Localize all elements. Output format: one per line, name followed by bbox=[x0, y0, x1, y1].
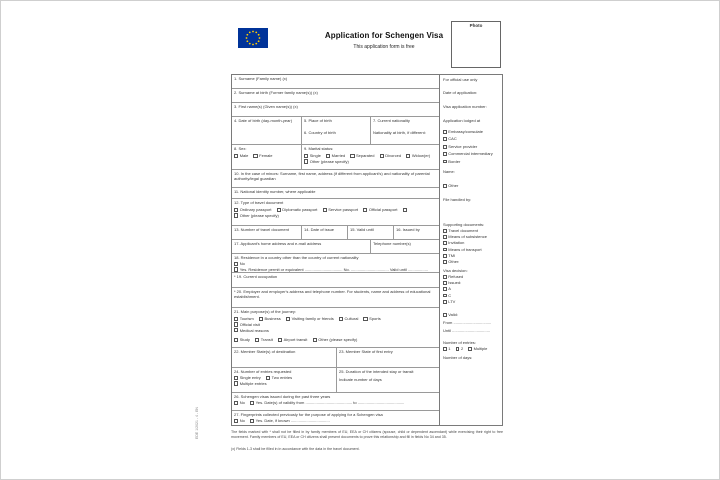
field-date-of-issue bbox=[301, 226, 347, 239]
option-label: Refused bbox=[448, 275, 464, 279]
opt-lodged-other[interactable] bbox=[443, 184, 500, 189]
field-label: 4. Date of birth (day-month-year) bbox=[234, 118, 293, 123]
option-label: Cultural bbox=[344, 316, 359, 321]
option-label: 2 bbox=[460, 346, 464, 351]
option-label: Yes. Residence permit or equivalent .................................. No. .................................. Valid until .................. bbox=[239, 266, 428, 272]
field-label: Nationality at birth, if different: bbox=[373, 130, 426, 135]
option-label: Issued: bbox=[448, 281, 462, 286]
official-from-label: From .................................. bbox=[443, 320, 492, 325]
opt-sports[interactable] bbox=[363, 316, 380, 322]
field-label: Telephone number(s) bbox=[373, 241, 411, 246]
field-previous-visas bbox=[232, 393, 439, 411]
field-label: 18. Residence in a country other than the country of current nationality bbox=[234, 255, 359, 260]
option-label: Travel document bbox=[448, 229, 478, 233]
photo-box bbox=[451, 21, 501, 68]
opt-visa-a[interactable] bbox=[443, 287, 500, 292]
option-label: Transit bbox=[260, 337, 273, 343]
checkbox-icon[interactable] bbox=[443, 313, 447, 317]
checkbox-icon[interactable] bbox=[278, 338, 282, 342]
field-member-state-destination bbox=[232, 348, 336, 367]
opt-residence-yes[interactable] bbox=[234, 267, 428, 273]
opt-border[interactable] bbox=[443, 160, 500, 165]
option-label: Separated bbox=[356, 153, 375, 158]
official-date-label: Date of application: bbox=[443, 90, 478, 95]
option-label: Airport transit bbox=[283, 337, 308, 343]
form-code-vertical: EDE 1/2021 - 4 - EN bbox=[195, 407, 199, 439]
checkbox-icon[interactable] bbox=[363, 317, 367, 321]
option-label: Yes. Date, if known ................................... bbox=[255, 418, 330, 423]
official-decision-options bbox=[443, 275, 500, 306]
checkbox-icon[interactable] bbox=[250, 401, 254, 405]
option-label: Tourism bbox=[239, 316, 254, 321]
field-home-address bbox=[232, 240, 370, 253]
field-label: 3. First name(s) (Given name(s)) (x) bbox=[234, 104, 298, 109]
checkbox-icon[interactable] bbox=[234, 262, 238, 266]
opt-business[interactable] bbox=[259, 316, 281, 322]
field-label: 11. National identity number, where applicable bbox=[234, 189, 316, 194]
field-label: 1. Surname (Family name) (x) bbox=[234, 76, 288, 81]
checkbox-icon[interactable] bbox=[443, 241, 447, 245]
checkbox-icon[interactable] bbox=[259, 317, 263, 321]
field-label: 17. Applicant's home address and e-mail address bbox=[234, 241, 322, 246]
option-label: Valid: bbox=[448, 312, 459, 317]
opt-purpose-other[interactable] bbox=[313, 337, 358, 343]
option-label: 1 bbox=[448, 346, 451, 351]
field-telephone bbox=[370, 240, 439, 253]
opt-tmi[interactable] bbox=[443, 254, 500, 259]
opt-entries-1[interactable] bbox=[443, 347, 451, 352]
checkbox-icon[interactable] bbox=[234, 401, 238, 405]
checkbox-icon[interactable] bbox=[234, 154, 238, 158]
option-label: Embassy/consulate bbox=[448, 130, 483, 134]
opt-visa-c[interactable] bbox=[443, 294, 500, 299]
opt-divorced[interactable] bbox=[380, 153, 401, 159]
option-label: Other (please specify) bbox=[239, 212, 279, 218]
opt-visas-yes[interactable] bbox=[250, 400, 404, 406]
opt-diplomatic-passport[interactable] bbox=[277, 207, 318, 213]
page-subtitle: This application form is free bbox=[353, 44, 415, 50]
option-label: TMI bbox=[448, 253, 456, 258]
opt-separated[interactable] bbox=[350, 153, 374, 159]
field-label: * 19. Current occupation bbox=[234, 274, 278, 279]
official-name-label: Name: bbox=[443, 169, 455, 174]
option-label: Yes. Date(s) of validity from .......................................... to .......................................... bbox=[255, 400, 405, 405]
eu-flag-icon bbox=[238, 28, 268, 48]
option-label: Diplomatic passport bbox=[282, 207, 318, 212]
opt-female[interactable] bbox=[253, 153, 272, 159]
checkbox-icon[interactable] bbox=[234, 322, 238, 326]
opt-cultural[interactable] bbox=[339, 316, 358, 322]
opt-supporting-other[interactable] bbox=[443, 260, 500, 265]
checkbox-icon[interactable] bbox=[443, 184, 447, 188]
official-lodged-options bbox=[443, 130, 500, 167]
official-supporting-options bbox=[443, 229, 500, 266]
field-sex-marital-row bbox=[232, 145, 439, 170]
option-label: Multiple entries bbox=[239, 380, 267, 386]
field-label: 12. Type of travel document bbox=[234, 200, 284, 205]
field-label: 21. Main purpose(s) of the journey: bbox=[234, 309, 297, 314]
field-residence-other-country bbox=[232, 254, 439, 273]
option-label: LTV bbox=[448, 299, 456, 304]
field-sex bbox=[232, 145, 301, 169]
checkbox-icon[interactable] bbox=[443, 130, 447, 134]
checkbox-icon[interactable] bbox=[443, 294, 447, 298]
opt-travel-document[interactable] bbox=[443, 229, 500, 234]
field-label: 16. Issued by bbox=[396, 227, 420, 232]
option-label: Border bbox=[448, 159, 461, 164]
opt-entries-2[interactable] bbox=[456, 347, 464, 352]
option-label: Means of subsistence bbox=[448, 235, 487, 240]
option-label: Female bbox=[259, 153, 273, 158]
checkbox-icon[interactable] bbox=[443, 260, 447, 264]
checkbox-icon[interactable] bbox=[277, 208, 281, 212]
option-label: Other bbox=[448, 183, 459, 188]
field-birth-row bbox=[232, 117, 439, 145]
option-label: Visiting family or friends bbox=[291, 316, 334, 321]
checkbox-icon[interactable] bbox=[363, 208, 367, 212]
opt-cac[interactable] bbox=[443, 137, 500, 142]
option-label: Other (please specify) bbox=[309, 158, 349, 164]
field-label: 7. Current nationality bbox=[373, 118, 410, 123]
option-label: Means of transport bbox=[448, 247, 482, 252]
opt-embassy-consulate[interactable] bbox=[443, 130, 500, 135]
option-label: Service provider bbox=[448, 144, 478, 149]
opt-male[interactable] bbox=[234, 153, 248, 159]
field-stay-duration bbox=[336, 368, 439, 392]
option-label: Other: bbox=[448, 259, 460, 264]
opt-two-entries[interactable] bbox=[266, 375, 292, 381]
opt-fingerprints-no[interactable] bbox=[234, 418, 245, 424]
opt-means-of-subsistence[interactable] bbox=[443, 235, 500, 240]
checkbox-icon[interactable] bbox=[326, 154, 330, 158]
field-label: * 20. Employer and employer's address and telephone number. For students, name and address of educational establishment. bbox=[234, 289, 431, 299]
opt-document-other[interactable] bbox=[234, 213, 279, 219]
option-label: Commercial intermediary bbox=[448, 152, 493, 157]
field-label: 15. Valid until bbox=[350, 227, 374, 232]
opt-official-passport[interactable] bbox=[363, 207, 397, 213]
field-issued-by bbox=[393, 226, 439, 239]
option-label: Sports bbox=[369, 316, 381, 321]
checkbox-icon[interactable] bbox=[234, 419, 238, 423]
checkbox-icon[interactable] bbox=[266, 376, 270, 380]
field-label: 24. Number of entries requested bbox=[234, 369, 292, 374]
official-days-label: Number of days: bbox=[443, 355, 473, 360]
official-supporting-label: Supporting documents: bbox=[443, 222, 485, 227]
official-use-column bbox=[439, 75, 502, 425]
checkbox-icon[interactable] bbox=[403, 208, 407, 212]
field-valid-until bbox=[347, 226, 393, 239]
field-document-number bbox=[232, 226, 301, 239]
checkbox-icon[interactable] bbox=[443, 145, 447, 149]
field-national-id bbox=[232, 188, 439, 199]
field-label: 2. Surname at birth (Former family name(s)) (x) bbox=[234, 90, 318, 95]
checkbox-icon[interactable] bbox=[443, 275, 447, 279]
option-label: No bbox=[239, 400, 245, 405]
field-label: 23. Member State of first entry bbox=[339, 349, 393, 354]
checkbox-icon[interactable] bbox=[234, 381, 238, 385]
field-member-state-first-entry bbox=[336, 348, 439, 367]
option-label: Ordinary passport bbox=[239, 207, 272, 212]
field-journey-purpose bbox=[232, 308, 439, 348]
official-heading: For official use only bbox=[443, 77, 478, 82]
opt-fingerprints-yes[interactable] bbox=[250, 418, 330, 424]
option-label: No bbox=[239, 261, 245, 266]
opt-special-passport[interactable] bbox=[403, 207, 409, 213]
checkbox-icon[interactable] bbox=[443, 235, 447, 239]
opt-entries-multiple[interactable] bbox=[468, 347, 487, 352]
checkbox-icon[interactable] bbox=[443, 300, 447, 304]
official-file-label: File handled by: bbox=[443, 197, 472, 202]
checkbox-icon[interactable] bbox=[443, 254, 447, 258]
checkbox-icon[interactable] bbox=[234, 376, 238, 380]
checkbox-icon[interactable] bbox=[234, 267, 238, 271]
checkbox-icon[interactable] bbox=[406, 154, 410, 158]
field-address-row bbox=[232, 240, 439, 254]
checkbox-icon[interactable] bbox=[234, 208, 238, 212]
field-label: 22. Member State(s) of destination bbox=[234, 349, 296, 354]
checkbox-icon[interactable] bbox=[443, 152, 447, 156]
field-label: 13. Number of travel document bbox=[234, 227, 289, 232]
footnote-x: (x) Fields 1-3 shall be filled in in accordance with the data in the travel document. bbox=[231, 447, 360, 451]
option-label: Two entries bbox=[271, 375, 293, 380]
page-title: Application for Schengen Visa bbox=[324, 31, 444, 40]
checkbox-icon[interactable] bbox=[443, 287, 447, 291]
opt-service-passport[interactable] bbox=[323, 207, 358, 213]
field-date-of-birth bbox=[232, 117, 301, 144]
option-label: Single bbox=[309, 153, 321, 158]
option-label: Widow(er) bbox=[411, 153, 431, 158]
checkbox-icon[interactable] bbox=[304, 159, 308, 163]
official-decision-label: Visa decision: bbox=[443, 268, 468, 273]
checkbox-icon[interactable] bbox=[255, 338, 259, 342]
field-label: 10. In the case of minors: Surname, first name, address (if different from applicant's) and nationality of parental authority/legal guardian bbox=[234, 171, 430, 181]
checkbox-icon[interactable] bbox=[250, 419, 254, 423]
field-destination-row bbox=[232, 348, 439, 368]
checkbox-icon[interactable] bbox=[443, 248, 447, 252]
option-label: Official visit bbox=[239, 321, 260, 327]
option-label: A bbox=[448, 287, 451, 292]
field-employer bbox=[232, 288, 439, 308]
field-label: 25. Duration of the intended stay or transit bbox=[339, 369, 414, 374]
checkbox-icon[interactable] bbox=[380, 154, 384, 158]
checkbox-icon[interactable] bbox=[304, 154, 308, 158]
option-label: Multiple bbox=[473, 346, 488, 351]
field-minors bbox=[232, 170, 439, 188]
opt-marital-other[interactable] bbox=[304, 159, 349, 165]
field-fingerprints bbox=[232, 411, 439, 427]
field-document-details-row bbox=[232, 226, 439, 240]
opt-airport-transit[interactable] bbox=[278, 337, 307, 343]
checkbox-icon[interactable] bbox=[313, 338, 317, 342]
checkbox-icon[interactable] bbox=[234, 213, 238, 217]
field-surname-at-birth bbox=[232, 89, 439, 103]
checkbox-icon[interactable] bbox=[443, 160, 447, 164]
opt-issued[interactable] bbox=[443, 281, 500, 286]
opt-commercial-intermediary[interactable] bbox=[443, 152, 500, 157]
official-number-label: Visa application number: bbox=[443, 104, 487, 109]
field-surname bbox=[232, 75, 439, 89]
field-place-country-of-birth bbox=[301, 117, 370, 144]
opt-medical-reasons[interactable] bbox=[234, 328, 269, 334]
option-label: Invitation bbox=[448, 241, 465, 246]
field-label: 6. Country of birth bbox=[304, 130, 336, 135]
checkbox-icon[interactable] bbox=[443, 229, 447, 233]
opt-widower[interactable] bbox=[406, 153, 430, 159]
official-entries-label: Number of entries: bbox=[443, 340, 476, 345]
opt-invitation[interactable] bbox=[443, 241, 500, 246]
field-label: 27. Fingerprints collected previously for the purpose of applying for a Schengen visa bbox=[234, 412, 383, 417]
opt-multiple-entries[interactable] bbox=[234, 381, 267, 387]
opt-refused[interactable] bbox=[443, 275, 500, 280]
official-until-label: Until .................................. bbox=[443, 328, 490, 333]
checkbox-icon[interactable] bbox=[253, 154, 257, 158]
opt-means-of-transport[interactable] bbox=[443, 248, 500, 253]
option-label: Single entry bbox=[239, 375, 261, 380]
checkbox-icon[interactable] bbox=[468, 347, 472, 351]
photo-label: Photo bbox=[469, 23, 483, 28]
field-first-names bbox=[232, 103, 439, 117]
checkbox-icon[interactable] bbox=[456, 347, 460, 351]
option-label: Service passport bbox=[328, 207, 359, 212]
field-travel-document-type bbox=[232, 199, 439, 226]
opt-transit[interactable] bbox=[255, 337, 273, 343]
option-label: Divorced bbox=[385, 153, 402, 158]
checkbox-icon[interactable] bbox=[443, 347, 447, 351]
field-label: 5. Place of birth bbox=[304, 118, 332, 123]
checkbox-icon[interactable] bbox=[350, 154, 354, 158]
field-nationality bbox=[370, 117, 439, 144]
form-table bbox=[231, 74, 503, 426]
field-entries-requested bbox=[232, 368, 336, 392]
applicant-fields bbox=[232, 75, 439, 425]
option-label: Other (please specify) bbox=[318, 337, 358, 343]
field-label: 8. Sex: bbox=[234, 146, 247, 151]
opt-service-provider[interactable] bbox=[443, 145, 500, 150]
opt-visiting-family[interactable] bbox=[286, 316, 334, 322]
field-entries-duration-row bbox=[232, 368, 439, 393]
option-label: Male bbox=[239, 153, 249, 158]
option-label: Business bbox=[264, 316, 281, 321]
field-marital-status bbox=[301, 145, 439, 169]
checkbox-icon[interactable] bbox=[234, 338, 238, 342]
field-occupation bbox=[232, 273, 439, 288]
option-label: C bbox=[448, 293, 452, 298]
opt-valid[interactable] bbox=[443, 313, 500, 318]
checkbox-icon[interactable] bbox=[443, 281, 447, 285]
option-label: CAC bbox=[448, 137, 457, 142]
checkbox-icon[interactable] bbox=[234, 317, 238, 321]
option-label: Official passport bbox=[368, 207, 398, 212]
visa-form-page bbox=[195, 15, 506, 467]
opt-study[interactable] bbox=[234, 337, 250, 343]
checkbox-icon[interactable] bbox=[443, 137, 447, 141]
opt-visa-ltv[interactable] bbox=[443, 300, 500, 305]
checkbox-icon[interactable] bbox=[234, 328, 238, 332]
field-sublabel: Indicate number of days bbox=[339, 377, 382, 382]
checkbox-icon[interactable] bbox=[323, 208, 327, 212]
option-label: No bbox=[239, 418, 245, 423]
field-label: 14. Date of issue bbox=[304, 227, 335, 232]
field-label: 9. Marital status: bbox=[304, 146, 334, 151]
footnote-asterisk: The fields marked with * shall not be filled in by family members of EU, EEA or CH citizens (spouse, child or dependent ascendant) while exercising their right to free movement. Family members of EU, EEA or CH citizens shall present documents to prove this relationship and fill in fields No 34 and 35. bbox=[231, 430, 503, 439]
official-lodged-label: Application lodged at bbox=[443, 118, 481, 123]
option-label: Married bbox=[331, 153, 346, 158]
official-entries-options bbox=[443, 347, 500, 352]
option-label: Medical reasons bbox=[239, 327, 269, 333]
opt-visas-no[interactable] bbox=[234, 400, 245, 406]
checkbox-icon[interactable] bbox=[286, 317, 290, 321]
checkbox-icon[interactable] bbox=[339, 317, 343, 321]
field-label: 26. Schengen visas issued during the past three years bbox=[234, 394, 331, 399]
option-label: Study bbox=[239, 337, 250, 343]
